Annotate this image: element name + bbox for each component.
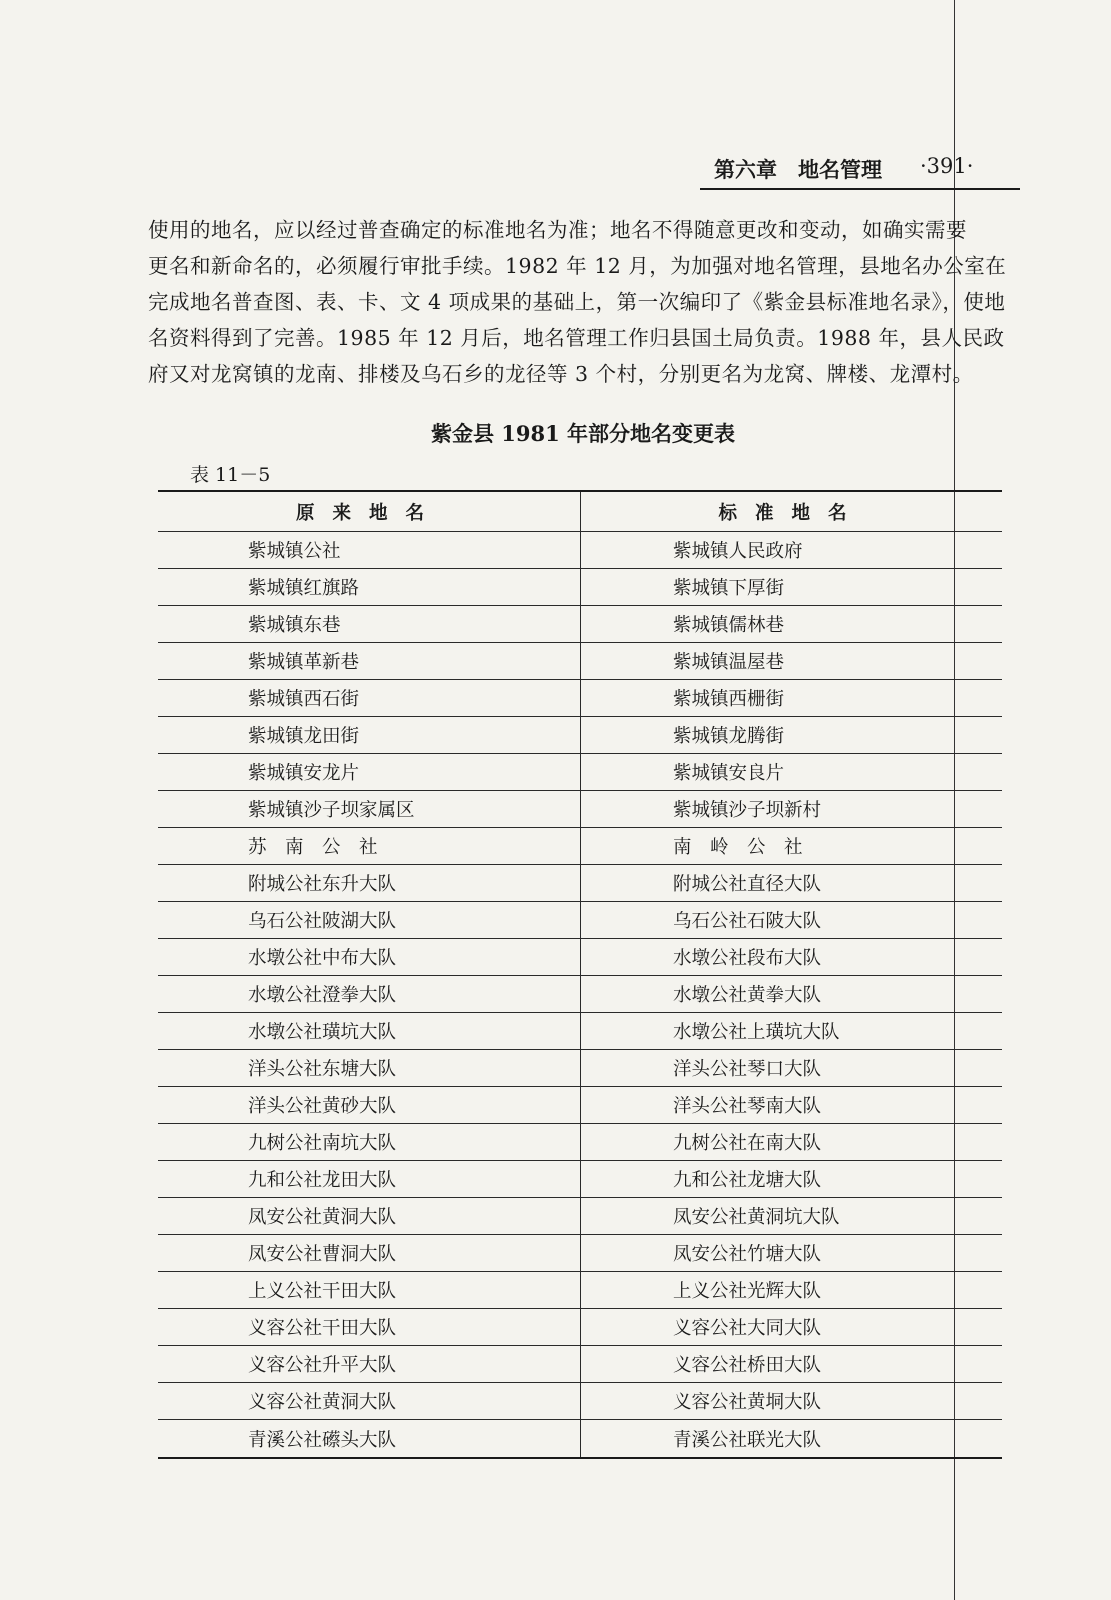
table-number: 表 11－5: [190, 464, 271, 486]
chapter-title: 第六章 地名管理: [714, 157, 882, 182]
table-row: [158, 1346, 1002, 1383]
body-line: 名资料得到了完善。1985 年 12 月后，地名管理工作归县国土局负责。1988 年，县人民政: [148, 326, 1005, 350]
original-name-cell: 乌石公社陂湖大队: [158, 902, 581, 938]
standard-name-cell: 洋头公社琴南大队: [673, 1096, 822, 1117]
standard-name-cell: 紫城镇温屋巷: [673, 652, 785, 673]
table-row: [158, 569, 1002, 606]
header-standard-name: 标准地名: [718, 502, 865, 524]
table-row: [158, 1124, 1002, 1161]
header-original-name: 原来地名: [158, 492, 581, 531]
standard-name-cell: 上义公社光辉大队: [673, 1281, 822, 1302]
table-row: [158, 717, 1002, 754]
standard-name-cell: 水墩公社上璜坑大队: [673, 1022, 840, 1043]
original-name-cell: 义容公社升平大队: [158, 1346, 581, 1382]
original-name-cell: 紫城镇革新巷: [158, 643, 581, 679]
table-row: [158, 1383, 1002, 1420]
original-name-cell: 水墩公社中布大队: [158, 939, 581, 975]
body-line: 更名和新命名的，必须履行审批手续。1982 年 12 月，为加强对地名管理，县地名办公室在: [148, 254, 1007, 278]
standard-name-cell: 义容公社大同大队: [673, 1318, 822, 1339]
table-row: [158, 865, 1002, 902]
original-name-cell: 水墩公社澄拳大队: [158, 976, 581, 1012]
standard-name-cell: 凤安公社竹塘大队: [673, 1244, 822, 1265]
original-name-cell: 义容公社干田大队: [158, 1309, 581, 1345]
table-row: [158, 1272, 1002, 1309]
table-row: [158, 1087, 1002, 1124]
name-change-table: [158, 490, 1002, 1459]
table-row: [158, 1420, 1002, 1457]
table-row: [158, 754, 1002, 791]
running-head: [700, 150, 1020, 190]
standard-name-cell: 九和公社龙塘大队: [673, 1170, 822, 1191]
standard-name-cell: 凤安公社黄洞坑大队: [673, 1207, 840, 1228]
standard-name-cell: 义容公社桥田大队: [673, 1355, 822, 1376]
standard-name-cell: 南 岭 公 社: [673, 837, 803, 858]
header-rule: [700, 188, 1020, 190]
table-header-row: [158, 492, 1002, 532]
table-row: [158, 939, 1002, 976]
table-row: [158, 976, 1002, 1013]
original-name-cell: 九树公社南坑大队: [158, 1124, 581, 1160]
table-row: [158, 606, 1002, 643]
original-name-cell: 附城公社东升大队: [158, 865, 581, 901]
original-name-cell: 凤安公社曹洞大队: [158, 1235, 581, 1271]
standard-name-cell: 青溪公社联光大队: [673, 1429, 822, 1451]
table-row: [158, 1013, 1002, 1050]
standard-name-cell: 紫城镇安良片: [673, 763, 785, 784]
table-row: [158, 532, 1002, 569]
original-name-cell: 紫城镇安龙片: [158, 754, 581, 790]
original-name-cell: 义容公社黄洞大队: [158, 1383, 581, 1419]
original-name-cell: 凤安公社黄洞大队: [158, 1198, 581, 1234]
table-row: [158, 1198, 1002, 1235]
table-row: [158, 1161, 1002, 1198]
standard-name-cell: 乌石公社石陂大队: [673, 911, 822, 932]
original-name-cell: 青溪公社礤头大队: [158, 1420, 581, 1457]
standard-name-cell: 紫城镇西栅街: [673, 689, 785, 710]
table-row: [158, 828, 1002, 865]
standard-name-cell: 紫城镇沙子坝新村: [673, 800, 822, 821]
standard-name-cell: 紫城镇下厚街: [673, 578, 785, 599]
original-name-cell: 苏 南 公 社: [158, 828, 581, 864]
table-row: [158, 1050, 1002, 1087]
standard-name-cell: 水墩公社黄拳大队: [673, 985, 822, 1006]
standard-name-cell: 紫城镇儒林巷: [673, 615, 785, 636]
body-line: 使用的地名，应以经过普查确定的标准地名为准；地名不得随意更改和变动，如确实需要: [148, 218, 967, 242]
standard-name-cell: 洋头公社琴口大队: [673, 1059, 822, 1080]
original-name-cell: 洋头公社黄砂大队: [158, 1087, 581, 1123]
body-paragraph: [148, 212, 1018, 392]
standard-name-cell: 紫城镇龙腾街: [673, 726, 785, 747]
original-name-cell: 紫城镇公社: [158, 532, 581, 568]
page-number: ·391·: [920, 154, 974, 178]
table-row: [158, 902, 1002, 939]
table-row: [158, 1309, 1002, 1346]
original-name-cell: 紫城镇红旗路: [158, 569, 581, 605]
original-name-cell: 水墩公社璜坑大队: [158, 1013, 581, 1049]
original-name-cell: 上义公社干田大队: [158, 1272, 581, 1308]
table-title: 紫金县 1981 年部分地名变更表: [430, 421, 736, 446]
table-row: [158, 680, 1002, 717]
table-row: [158, 1235, 1002, 1272]
original-name-cell: 九和公社龙田大队: [158, 1161, 581, 1197]
standard-name-cell: 附城公社直径大队: [673, 874, 822, 895]
original-name-cell: 紫城镇西石街: [158, 680, 581, 716]
original-name-cell: 紫城镇沙子坝家属区: [158, 791, 581, 827]
standard-name-cell: 水墩公社段布大队: [673, 948, 822, 969]
table-row: [158, 791, 1002, 828]
body-line: 完成地名普查图、表、卡、文 4 项成果的基础上，第一次编印了《紫金县标准地名录》，使地: [148, 290, 1006, 314]
table-row: [158, 643, 1002, 680]
body-line: 府又对龙窝镇的龙南、排楼及乌石乡的龙径等 3 个村，分别更名为龙窝、牌楼、龙潭村。: [148, 362, 974, 386]
standard-name-cell: 义容公社黄垌大队: [673, 1392, 822, 1413]
standard-name-cell: 九树公社在南大队: [673, 1133, 822, 1154]
original-name-cell: 紫城镇东巷: [158, 606, 581, 642]
original-name-cell: 洋头公社东塘大队: [158, 1050, 581, 1086]
standard-name-cell: 紫城镇人民政府: [673, 541, 803, 562]
original-name-cell: 紫城镇龙田街: [158, 717, 581, 753]
